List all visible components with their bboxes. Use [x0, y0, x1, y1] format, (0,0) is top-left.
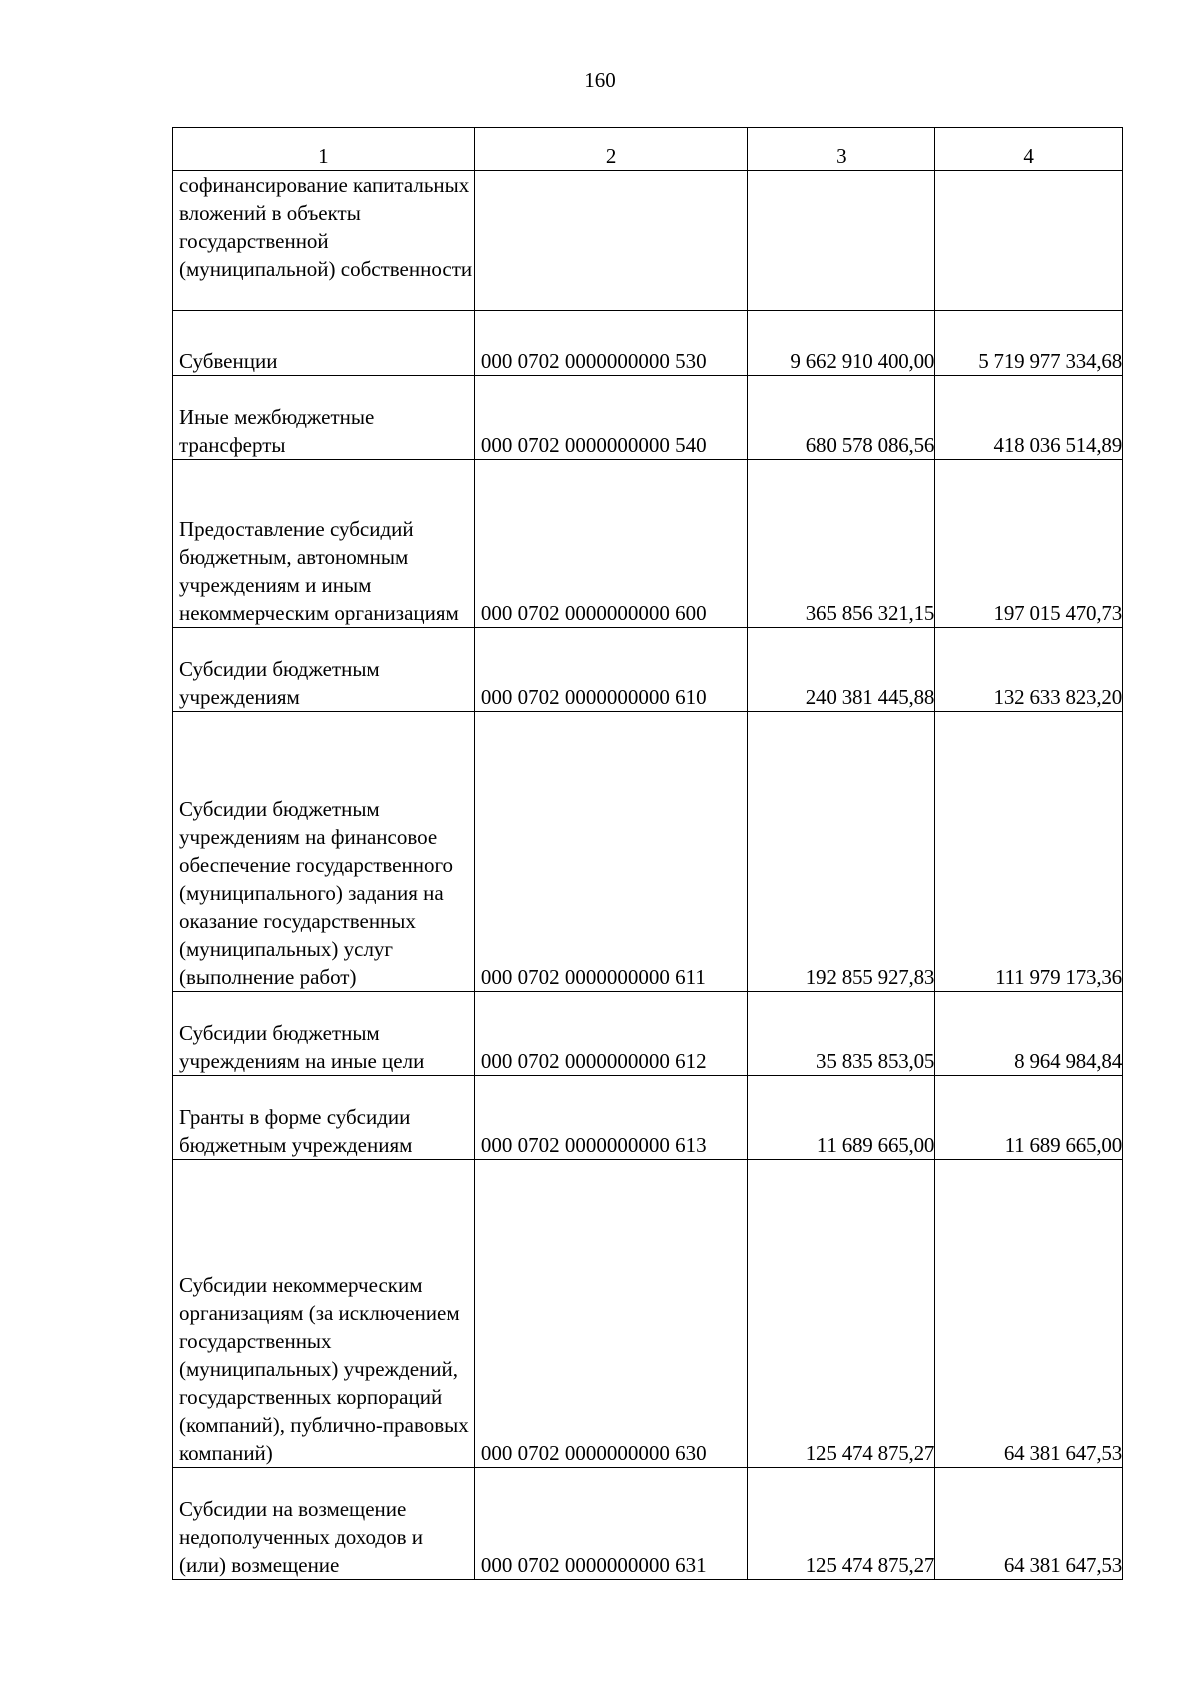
row-code: 000 0702 0000000000 611 [474, 712, 748, 992]
row-code: 000 0702 0000000000 540 [474, 376, 748, 460]
table-row [173, 1468, 1123, 1580]
row-col4 [935, 171, 1123, 311]
column-header-3: 3 [748, 128, 935, 171]
row-col4: 197 015 470,73 [935, 460, 1123, 628]
page-number: 160 [584, 68, 616, 92]
row-col4: 5 719 977 334,68 [935, 311, 1123, 376]
table-row [173, 171, 1123, 311]
row-name: Иные межбюджетные трансферты [173, 376, 475, 460]
row-name: Субсидии некоммерческим организациям (за исключением государственных (муниципальных) учреждений, государственных корпораций (компаний), публично-правовых компаний) [173, 1160, 475, 1468]
row-col3: 125 474 875,27 [748, 1468, 935, 1580]
column-header-2: 2 [474, 128, 748, 171]
row-col4: 8 964 984,84 [935, 992, 1123, 1076]
row-name: Субсидии бюджетным учреждениям на иные цели [173, 992, 475, 1076]
table-row [173, 460, 1123, 628]
row-code: 000 0702 0000000000 600 [474, 460, 748, 628]
row-code: 000 0702 0000000000 613 [474, 1076, 748, 1160]
row-code: 000 0702 0000000000 612 [474, 992, 748, 1076]
row-col3: 680 578 086,56 [748, 376, 935, 460]
row-name: Субвенции [173, 311, 475, 376]
row-col4: 111 979 173,36 [935, 712, 1123, 992]
row-name: софинансирование капитальных вложений в объекты государственной (муниципальной) собственности [173, 171, 475, 311]
row-col4: 64 381 647,53 [935, 1468, 1123, 1580]
row-code: 000 0702 0000000000 630 [474, 1160, 748, 1468]
table-row [173, 311, 1123, 376]
row-col4: 64 381 647,53 [935, 1160, 1123, 1468]
table-row [173, 628, 1123, 712]
row-col4: 418 036 514,89 [935, 376, 1123, 460]
table-row [173, 1160, 1123, 1468]
row-col4: 11 689 665,00 [935, 1076, 1123, 1160]
row-col3: 125 474 875,27 [748, 1160, 935, 1468]
table-row [173, 376, 1123, 460]
row-code: 000 0702 0000000000 631 [474, 1468, 748, 1580]
row-code: 000 0702 0000000000 610 [474, 628, 748, 712]
row-col3: 192 855 927,83 [748, 712, 935, 992]
row-name: Предоставление субсидий бюджетным, автономным учреждениям и иным некоммерческим организациям [173, 460, 475, 628]
table-row [173, 712, 1123, 992]
table-header-row [173, 128, 1123, 171]
column-header-4: 4 [935, 128, 1123, 171]
row-name: Субсидии бюджетным учреждениям на финансовое обеспечение государственного (муниципального) задания на оказание государственных (муниципальных) услуг (выполнение работ) [173, 712, 475, 992]
row-name: Гранты в форме субсидии бюджетным учреждениям [173, 1076, 475, 1160]
row-col3: 9 662 910 400,00 [748, 311, 935, 376]
row-code [474, 171, 748, 311]
row-col3: 11 689 665,00 [748, 1076, 935, 1160]
table-row [173, 1076, 1123, 1160]
table-row [173, 992, 1123, 1076]
row-col3: 240 381 445,88 [748, 628, 935, 712]
row-name: Субсидии бюджетным учреждениям [173, 628, 475, 712]
column-header-1: 1 [173, 128, 475, 171]
row-col3: 365 856 321,15 [748, 460, 935, 628]
row-code: 000 0702 0000000000 530 [474, 311, 748, 376]
row-col4: 132 633 823,20 [935, 628, 1123, 712]
row-name: Субсидии на возмещение недополученных доходов и (или) возмещение [173, 1468, 475, 1580]
budget-table [172, 127, 1123, 1580]
row-col3: 35 835 853,05 [748, 992, 935, 1076]
row-col3 [748, 171, 935, 311]
